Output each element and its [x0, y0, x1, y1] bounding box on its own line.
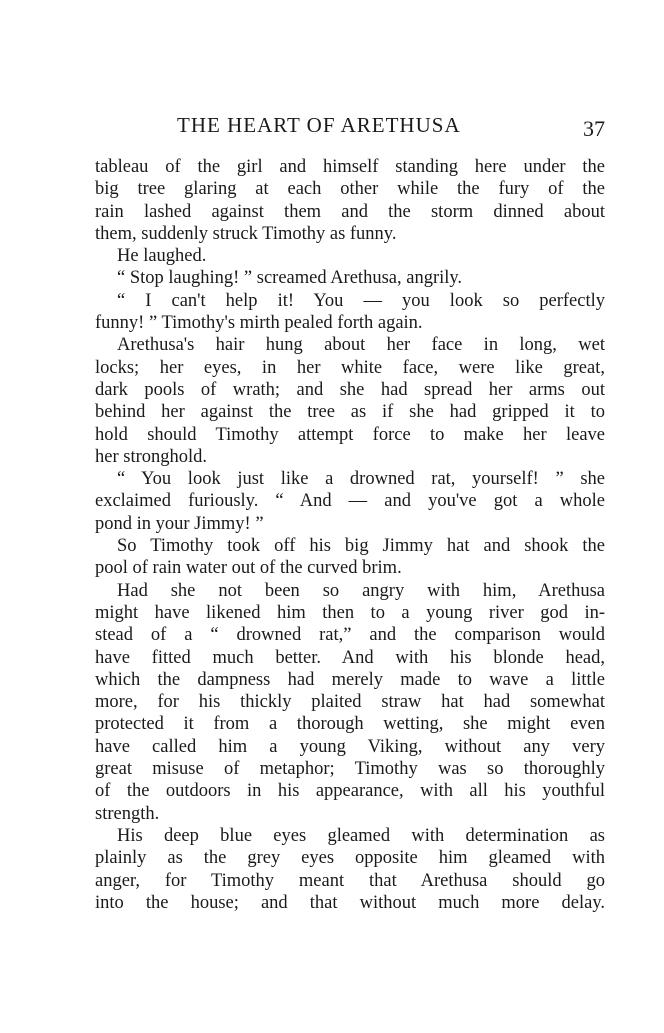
text-line: anger, for Timothy meant that Arethusa should go — [95, 870, 605, 891]
text-line: funny! ” Timothy's mirth pealed forth again. — [95, 313, 423, 334]
text-line: have fitted much better. And with his blonde head, — [95, 647, 605, 668]
running-head — [95, 113, 605, 143]
text-line: behind her against the tree as if she had gripped it to — [95, 402, 605, 423]
text-line: stead of a “ drowned rat,” and the comparison would — [95, 625, 605, 646]
text-line: of the outdoors in his appearance, with all his youthful — [95, 781, 605, 802]
text-line: have called him a young Viking, without any very — [95, 736, 605, 757]
text-line: Had she not been so angry with him, Arethusa — [117, 580, 605, 601]
text-line: them, suddenly struck Timothy as funny. — [95, 223, 397, 244]
text-line: exclaimed furiously. “ And — and you've got a whole — [95, 491, 605, 512]
text-line: Arethusa's hair hung about her face in long, wet — [117, 335, 605, 356]
text-line: great misuse of metaphor; Timothy was so thoroughly — [95, 759, 605, 780]
text-line: pool of rain water out of the curved brim. — [95, 558, 402, 579]
text-line: might have likened him then to a young river god in- — [95, 602, 605, 623]
text-line: more, for his thickly plaited straw hat had somewhat — [95, 692, 605, 713]
text-line: which the dampness had merely made to wave a little — [95, 669, 605, 690]
text-line: into the house; and that without much more delay. — [95, 892, 605, 913]
text-line: rain lashed against them and the storm dinned about — [95, 201, 605, 222]
text-line: her stronghold. — [95, 446, 208, 467]
text-line: “ You look just like a drowned rat, yourself! ” she — [117, 469, 605, 490]
text-line: strength. — [95, 803, 160, 824]
page-number: 37 — [583, 116, 605, 141]
text-line: locks; her eyes, in her white face, were like great, — [95, 357, 605, 378]
text-line: hold should Timothy attempt force to make her leave — [95, 424, 605, 445]
text-line: plainly as the grey eyes opposite him gleamed with — [95, 848, 605, 869]
running-title: THE HEART OF ARETHUSA — [177, 113, 461, 137]
text-line: “ I can't help it! You — you look so perfectly — [117, 290, 605, 311]
text-line: dark pools of wrath; and she had spread her arms out — [95, 379, 605, 400]
body-text — [95, 156, 605, 914]
text-line: tableau of the girl and himself standing here under the — [95, 157, 605, 177]
text-line: big tree glaring at each other while the fury of the — [95, 179, 605, 200]
text-line: His deep blue eyes gleamed with determination as — [117, 825, 605, 846]
text-line: He laughed. — [117, 246, 207, 267]
text-line: So Timothy took off his big Jimmy hat and shook the — [117, 536, 605, 557]
text-line: protected it from a thorough wetting, she might even — [95, 714, 605, 735]
text-line: “ Stop laughing! ” screamed Arethusa, angrily. — [117, 268, 463, 289]
text-line: pond in your Jimmy! ” — [95, 513, 264, 534]
